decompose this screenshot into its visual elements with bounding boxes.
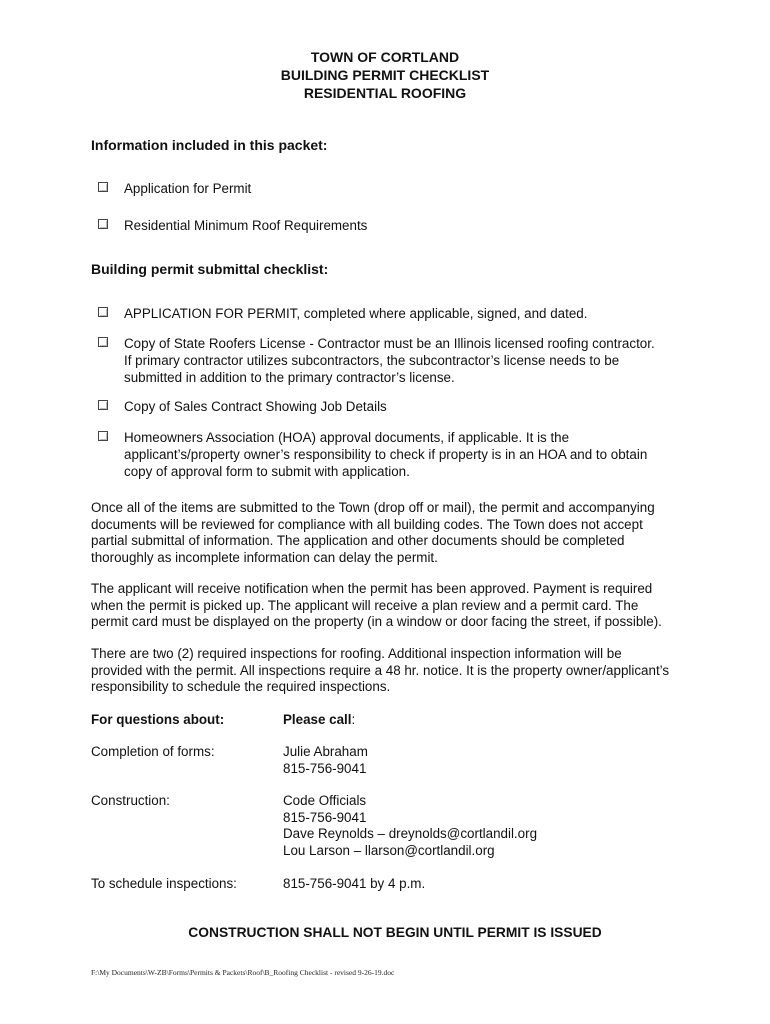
contact-forms xyxy=(283,744,368,777)
checklist-item-line: copy of approval form to submit with application. xyxy=(124,464,410,479)
call-label xyxy=(283,712,355,729)
paragraph-line: Once all of the items are submitted to the Town (drop off or mail), the permit and accompanying xyxy=(91,500,655,515)
paragraph-line: documents will be reviewed for compliance with all building codes. The Town does not accept xyxy=(91,516,643,532)
checklist-item-line: Copy of State Roofers License - Contractor must be an Illinois licensed roofing contractor. xyxy=(124,336,655,351)
checkbox-icon[interactable] xyxy=(98,400,108,410)
paragraph-submission-review xyxy=(91,500,691,566)
packet-item-label: Application for Permit xyxy=(124,181,252,196)
call-label-colon: : xyxy=(351,712,356,727)
paragraph-line: The applicant will receive notification when the permit has been approved. Payment is required xyxy=(91,581,653,596)
contact-name: Julie Abraham xyxy=(283,744,368,759)
contact-phone: 815-756-9041 xyxy=(283,809,367,825)
checkbox-icon[interactable] xyxy=(98,431,108,441)
paragraph-line: permit card must be displayed on the property (in a window or door facing the street, if possible). xyxy=(91,614,662,629)
checkbox-icon[interactable] xyxy=(98,337,108,347)
paragraph-line: thoroughly as incomplete information can delay the permit. xyxy=(91,549,438,565)
call-label-text: Please call xyxy=(283,712,352,727)
paragraph-notification xyxy=(91,581,691,631)
checkbox-icon[interactable] xyxy=(98,219,108,229)
contact-email-reynolds: Dave Reynolds – dreynolds@cortlandil.org xyxy=(283,826,538,841)
checklist-heading: Building permit submittal checklist: xyxy=(91,261,329,277)
contact-topic-inspections: To schedule inspections: xyxy=(91,876,237,891)
title-town: TOWN OF CORTLAND xyxy=(310,49,460,65)
title-checklist: BUILDING PERMIT CHECKLIST xyxy=(280,67,490,83)
checkbox-icon[interactable] xyxy=(98,307,108,317)
checkbox-icon[interactable] xyxy=(98,182,108,192)
contact-construction xyxy=(283,793,537,859)
construction-warning: CONSTRUCTION SHALL NOT BEGIN UNTIL PERMIT IS ISSUED xyxy=(188,925,602,940)
contact-phone: 815-756-9041 by 4 p.m. xyxy=(283,876,426,891)
file-path-footer: F:\My Documents\W-ZB\Forms\Permits & Packets\Roof\B_Roofing Checklist - revised 9-26-19.doc xyxy=(91,968,395,977)
checklist-item-line: applicant’s/property owner’s responsibility to check if property is in an HOA and to obtain xyxy=(124,447,648,462)
paragraph-line: There are two (2) required inspections for roofing. Additional inspection information will be xyxy=(91,646,622,661)
checklist-item-line: If primary contractor utilizes subcontractors, the subcontractor’s license needs to be xyxy=(124,353,620,368)
questions-label: For questions about: xyxy=(91,712,225,727)
paragraph-line: when the permit is picked up. The applicant will receive a plan review and a permit card. The xyxy=(91,597,639,613)
document-title xyxy=(0,48,770,102)
checklist-item-line: Copy of Sales Contract Showing Job Details xyxy=(124,399,387,414)
contact-email-larson: Lou Larson – llarson@cortlandil.org xyxy=(283,842,495,858)
checklist-item-line: Homeowners Association (HOA) approval documents, if applicable. It is the xyxy=(124,430,570,445)
title-type: RESIDENTIAL ROOFING xyxy=(303,85,467,101)
checklist-item-line: submitted in addition to the primary contractor’s license. xyxy=(124,370,455,385)
contact-inspections xyxy=(283,876,425,893)
contact-name: Code Officials xyxy=(283,793,367,808)
contact-topic-forms: Completion of forms: xyxy=(91,744,215,759)
packet-heading: Information included in this packet: xyxy=(91,137,328,153)
checklist-item-line: APPLICATION FOR PERMIT, completed where applicable, signed, and dated. xyxy=(124,306,588,321)
paragraph-line: provided with the permit. All inspections require a 48 hr. notice. It is the property owner/applicant’s xyxy=(91,662,670,678)
paragraph-line: partial submittal of information. The application and other documents should be completed xyxy=(91,533,625,548)
paragraph-inspections xyxy=(91,646,691,696)
paragraph-line: responsibility to schedule the required inspections. xyxy=(91,679,391,694)
contact-phone: 815-756-9041 xyxy=(283,760,367,776)
contact-topic-construction: Construction: xyxy=(91,793,170,808)
packet-item-label: Residential Minimum Roof Requirements xyxy=(124,218,368,233)
